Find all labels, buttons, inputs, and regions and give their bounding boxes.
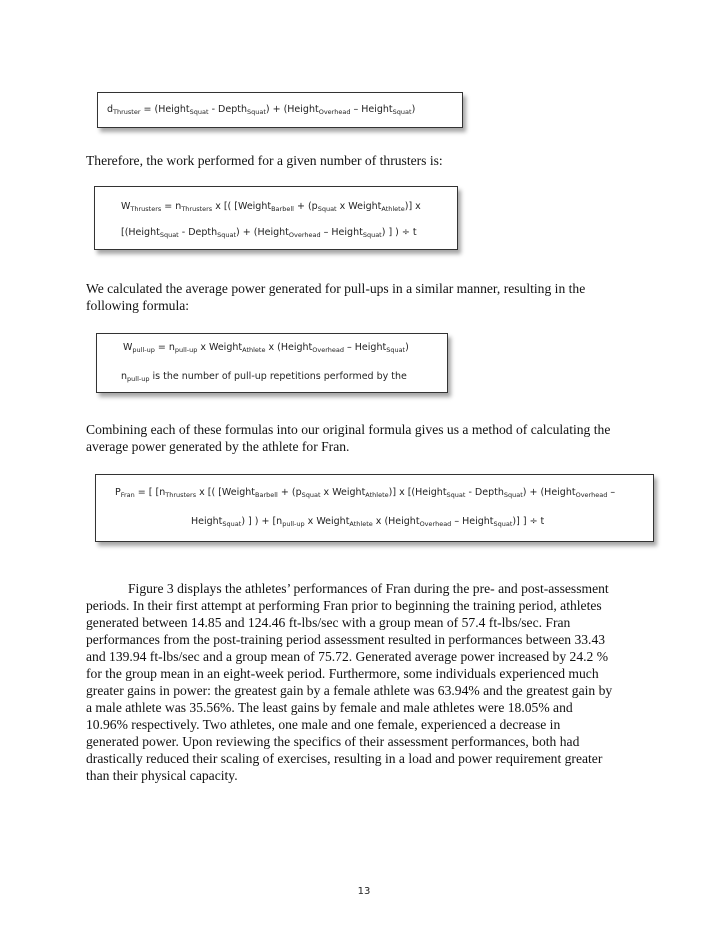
paragraph-figure-3: Figure 3 displays the athletes’ performances of Fran during the pre- and post-assessment periods. In their first attempt at performing Fran prior to beginning the training period, athletes generated between 14.85 and 124.46 ft-lbs/sec with a group mean of 57.4 ft-lbs/sec. Fran performances from the post-training period assessment resulted in performances between 33.43 and 139.94 ft-lbs/sec and a group mean of 75.72. Generated average power increased by 24.2 % for the group mean in an eight-week period. Furthermore, some individuals experienced much greater gains in power: the greatest gain by a female athlete was 63.94% and the greatest gain by a male athlete was 35.56%. The least gains by female and male athletes were 18.05% and 10.96% respectively. Two athletes, one male and one female, experienced a decrease in generated power. Upon reviewing the specifics of their assessment performances, both had drastically reduced their scaling of exercises, resulting in a load and power requirement greater than their physical capacity. — [86, 581, 613, 783]
formula-work-line-1: $W_{Thrusters} = n_{Thrusters}$ x [( [Weight$_{Barbell}$ + ($p_{Squat}$ x Weight$_{Athlete}$)] x — [121, 201, 421, 213]
formula-fran-line-2: Height$_{Squat}$) ] ) + [$n_{pull-up}$ x Weight$_{Athlete}$ x (Height$_{Overhead}$ – Height$_{Squat}$)] ] ÷ t — [191, 516, 545, 528]
formula-work-line-2: [(Height$_{Squat}$ - Depth$_{Squat}$) + (Height$_{Overhead}$ – Height$_{Squat}$) ] ) ÷ t — [121, 227, 417, 239]
paragraph-work: Therefore, the work performed for a given number of thrusters is: — [86, 153, 443, 168]
paragraph-combining: Combining each of these formulas into our original formula gives us a method of calculating the average power generated by the athlete for Fran. — [86, 422, 611, 454]
formula-box-depth — [97, 92, 463, 128]
formula-box-fran — [95, 474, 654, 542]
formula-box-work-thrusters — [94, 186, 458, 250]
formula-box-pullup — [96, 333, 448, 393]
paragraph-pullups: We calculated the average power generated for pull-ups in a similar manner, resulting in the following formula: — [86, 281, 586, 313]
formula-depth-line: $d_{Thruster}$ = (Height$_{Squat}$ - Depth$_{Squat}$) + (Height$_{Overhead}$ – Height$_{Squat}$) — [107, 104, 416, 116]
formula-pullup-line-1: $W_{pull-up} = n_{pull-up}$ x Weight$_{Athlete}$ x (Height$_{Overhead}$ – Height$_{Squat}$) — [123, 342, 409, 354]
formula-pullup-line-2: $n_{pull-up}$ is the number of pull-up repetitions performed by the — [121, 371, 407, 383]
formula-fran-line-1: $P_{Fran}$ = [ [$n_{Thrusters}$ x [( [Weight$_{Barbell}$ + ($p_{Squat}$ x Weight$_{Athlete}$)] x [(Height$_{Squat}$ - Depth$_{Squat}$) + (Height$_{Overhead}$ – — [115, 487, 616, 499]
page-number: 13 — [357, 886, 371, 897]
